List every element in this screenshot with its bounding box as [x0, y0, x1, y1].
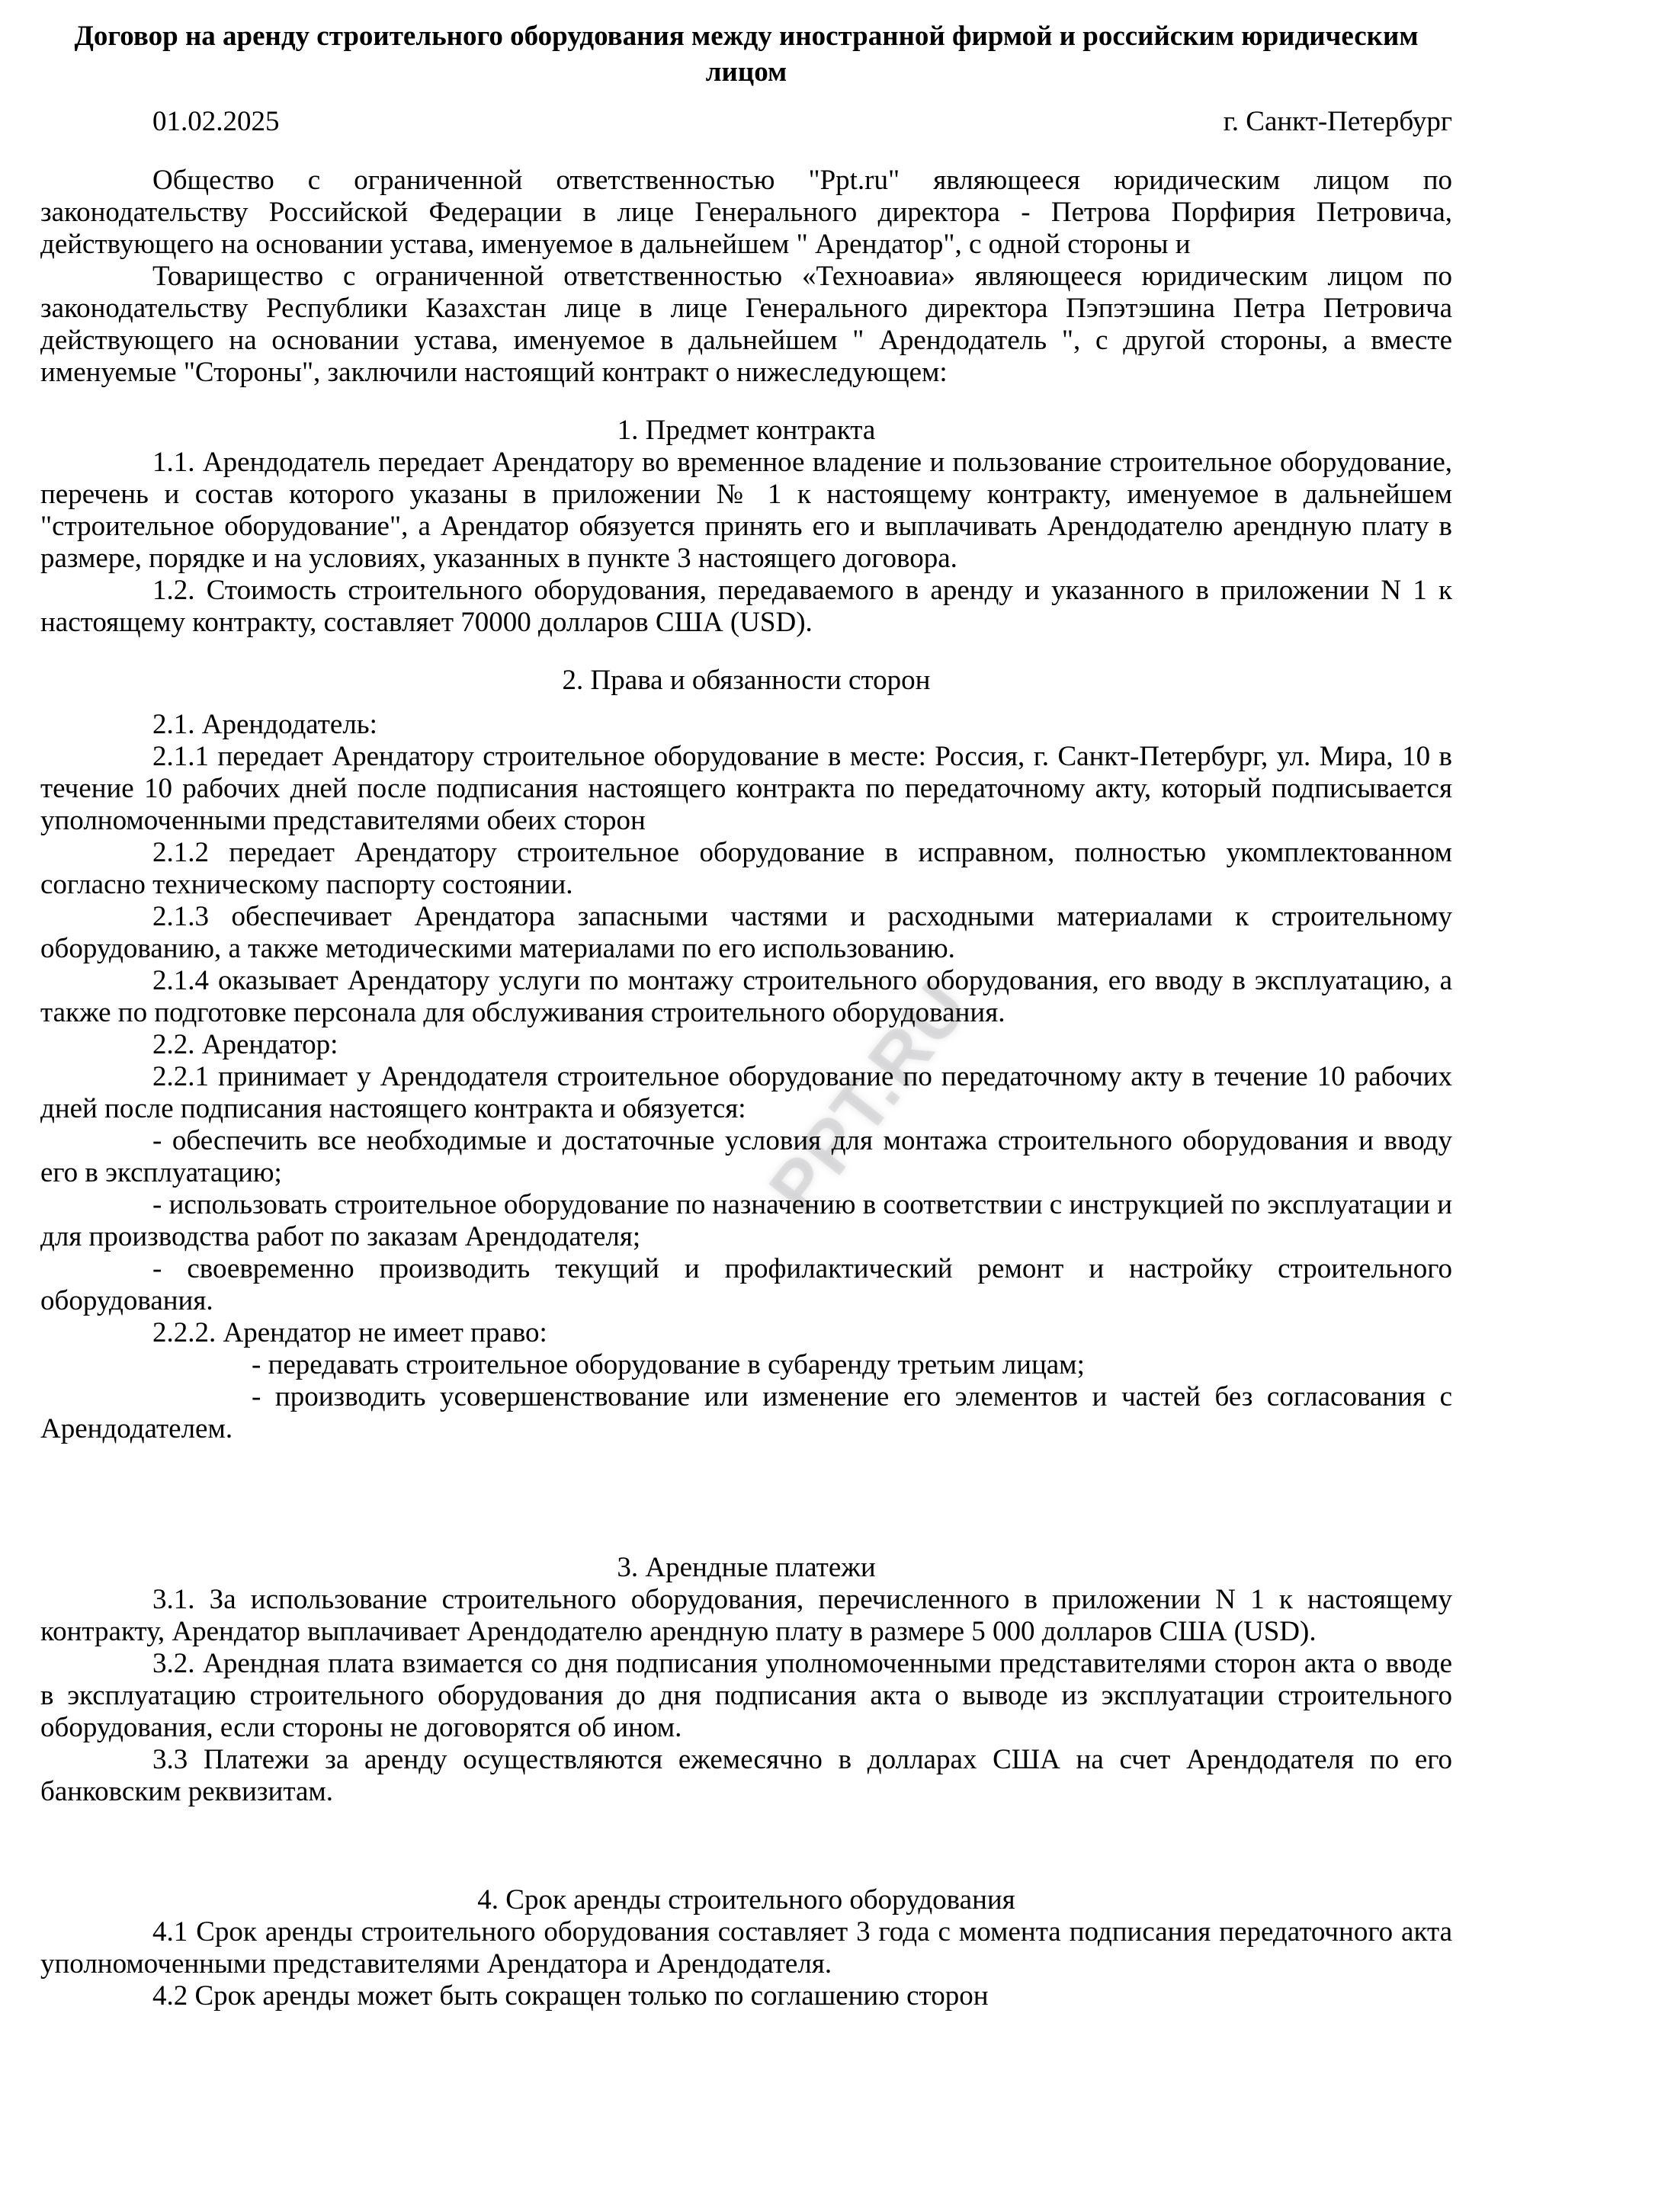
section-heading-2: 2. Права и обязанности сторон: [562, 665, 931, 696]
clause-3-2: 3.2. Арендная плата взимается со дня подписания уполномоченными представителями сторон акта о вводе в эксплуатацию строительного оборудования до дня подписания акта о выводе из эксплуатации строительного оборудования, если стороны не договорятся об ином.: [40, 1648, 1452, 1743]
section-heading-4: 4. Срок аренды строительного оборудования: [477, 1884, 1015, 1915]
clause-3-1: 3.1. За использование строительного оборудования, перечисленного в приложении N 1 к настоящему контракту, Арендатор выплачивает Арендодателю арендную плату в размере 5 000 долларов США (USD).: [40, 1584, 1452, 1647]
clause-2-1-1: 2.1.1 передает Арендатору строительное оборудование в месте: Россия, г. Санкт-Петербург, ул. Мира, 10 в течение 10 рабочих дней после подписания настоящего контракта по передаточному акту, который подписывается уполномоченными представителями обеих сторон: [40, 741, 1452, 836]
clause-1-2: 1.2. Стоимость строительного оборудования, передаваемого в аренду и указанного в приложении N 1 к настоящему контракту, составляет 70000 долларов США (USD).: [40, 575, 1452, 638]
preamble-lessor: Товарищество с ограниченной ответственностью «Техноавиа» являющееся юридическим лицом по законодательству Республики Казахстан лице в лице Генерального директора Пэпэтэшина Петра Петровича действующего на основании устава, именуемое в дальнейшем " Арендодатель ", с другой стороны, а вместе именуемые "Стороны", заключили настоящий контракт о нижеследующем:: [40, 261, 1452, 388]
clause-4-1: 4.1 Срок аренды строительного оборудования составляет 3 года с момента подписания передаточного акта уполномоченными представителями Арендатора и Арендодателя.: [40, 1916, 1452, 1980]
document-content: [40, 0, 1452, 2012]
clause-2-2-1-bullet-3: - своевременно производить текущий и профилактический ремонт и настройку строительного оборудования.: [40, 1253, 1452, 1316]
clause-2-2-2: 2.2.2. Арендатор не имеет право:: [152, 1317, 547, 1348]
section-heading-1: 1. Предмет контракта: [617, 415, 876, 446]
document-meta: [40, 105, 1452, 139]
clause-2-2-2-bullet-1: - передавать строительное оборудование в субаренду третьим лицам;: [252, 1349, 1085, 1380]
clause-2-2-2-bullet-2: - производить усовершенствование или изменение его элементов и частей без согласования с Арендодателем.: [40, 1381, 1452, 1444]
clause-2-2-1-bullet-2: - использовать строительное оборудование по назначению в соответствии с инструкцией по эксплуатации и для производства работ по заказам Арендодателя;: [40, 1189, 1452, 1252]
clause-2-1-3: 2.1.3 обеспечивает Арендатора запасными частями и расходными материалами к строительному оборудованию, а также методическими материалами по его использованию.: [40, 901, 1452, 964]
section-heading-3: 3. Арендные платежи: [617, 1552, 876, 1583]
watermark-text: PPT.RU: [753, 966, 984, 1229]
clause-2-1: 2.1. Арендодатель:: [152, 709, 377, 740]
document-city: г. Санкт-Петербург: [1223, 106, 1452, 137]
clause-4-2: 4.2 Срок аренды может быть сокращен только по соглашению сторон: [152, 1980, 989, 2012]
clause-2-2-1-bullet-1: - обеспечить все необходимые и достаточные условия для монтажа строительного оборудования и вводу его в эксплуатацию;: [40, 1125, 1452, 1188]
clause-1-1: 1.1. Арендодатель передает Арендатору во временное владение и пользование строительное оборудование, перечень и состав которого указаны в приложении № 1 к настоящему контракту, именуемое в дальнейшем "строительное оборудование", а Арендатор обязуется принять его и выплачивать Арендодателю арендную плату в размере, порядке и на условиях, указанных в пункте 3 настоящего договора.: [40, 447, 1452, 574]
clause-2-2-1: 2.2.1 принимает у Арендодателя строительное оборудование по передаточному акту в течение 10 рабочих дней после подписания настоящего контракта и обязуется:: [40, 1061, 1452, 1124]
clause-3-3: 3.3 Платежи за аренду осуществляются ежемесячно в долларах США на счет Арендодателя по его банковским реквизитам.: [40, 1744, 1452, 1807]
document-date: 01.02.2025: [152, 106, 280, 137]
clause-2-1-2: 2.1.2 передает Арендатору строительное оборудование в исправном, полностью укомплектованном согласно техническому паспорту состоянии.: [40, 837, 1452, 900]
clause-2-2: 2.2. Арендатор:: [152, 1029, 338, 1060]
preamble-lessee: Общество с ограниченной ответственностью "Ppt.ru" являющееся юридическим лицом по законодательству Российской Федерации в лице Генерального директора - Петрова Порфирия Петровича, действующего на основании устава, именуемое в дальнейшем " Арендатор", с одной стороны и: [40, 165, 1452, 260]
page-title: Договор на аренду строительного оборудования между иностранной фирмой и российским юридическим лицом: [74, 21, 1419, 88]
clause-2-1-4: 2.1.4 оказывает Арендатору услуги по монтажу строительного оборудования, его вводу в эксплуатацию, а также по подготовке персонала для обслуживания строительного оборудования.: [40, 965, 1452, 1028]
